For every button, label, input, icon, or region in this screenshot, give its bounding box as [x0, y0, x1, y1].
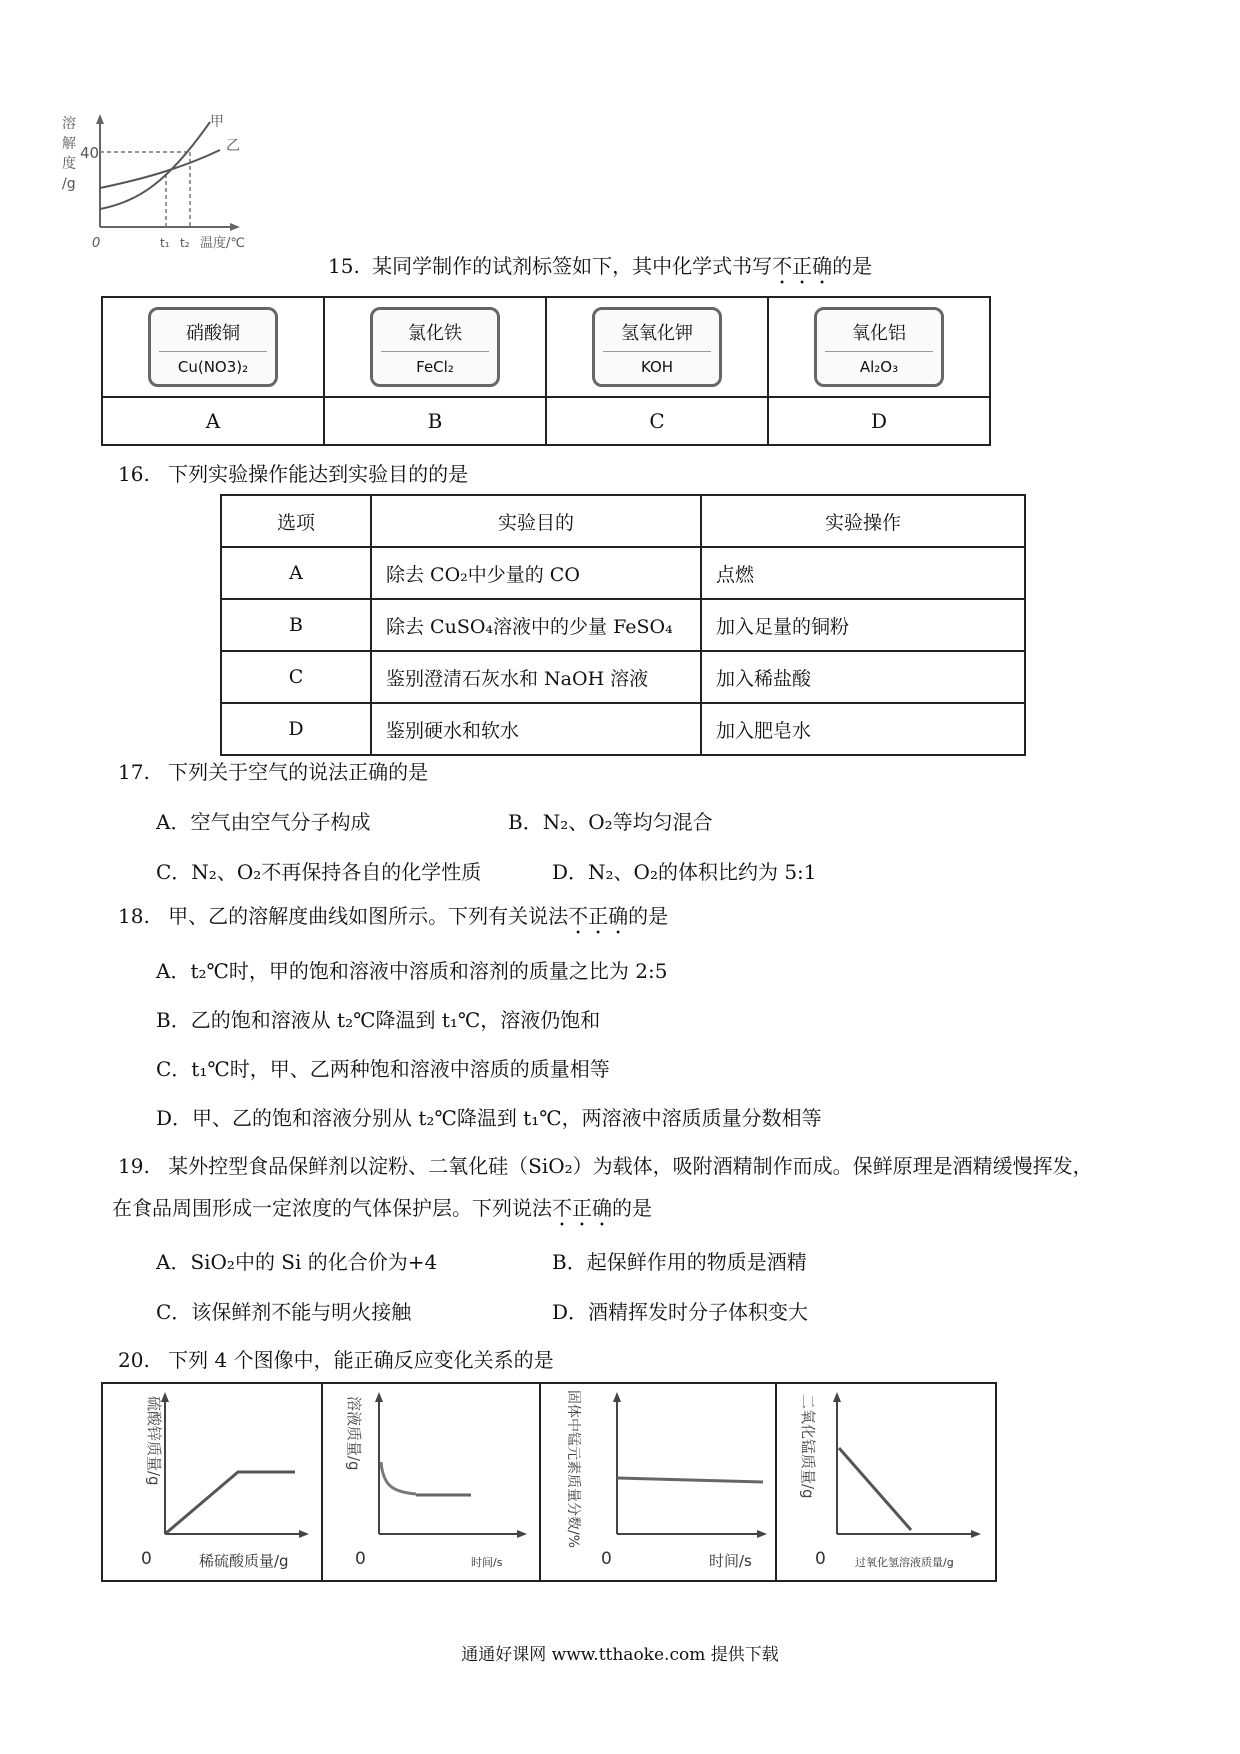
- graph-a: [103, 1384, 323, 1580]
- q19-emph: 不正确: [552, 1196, 612, 1220]
- q15-number: 15.: [328, 254, 360, 278]
- q18-stem: [118, 900, 668, 939]
- solubility-y-label-2: 解: [62, 136, 76, 152]
- graph-d-origin: 0: [815, 1549, 826, 1569]
- q16-stem: [118, 458, 468, 487]
- graph-c-origin: 0: [601, 1549, 612, 1569]
- q16-text: 下列实验操作能达到实验目的的是: [168, 462, 469, 486]
- q19-number: 19.: [118, 1154, 150, 1178]
- graph-a-y-label: 硫酸锌质量/g: [145, 1396, 163, 1486]
- q20-stem: [118, 1344, 554, 1373]
- option-a: A: [102, 397, 324, 445]
- graph-c-y-label: 固体中锰元素质量分数/%: [565, 1390, 581, 1549]
- graph-b-x-label: 时间/s: [471, 1556, 503, 1569]
- graph-c-line: [617, 1478, 763, 1482]
- graph-d-x-label: 过氧化氢溶液质量/g: [855, 1556, 954, 1569]
- table-row: A 除去 CO₂中少量的 CO 点燃: [221, 547, 1025, 599]
- q15-label-table: [101, 296, 991, 446]
- label-d: 氧化铝 Al₂O₃: [814, 307, 944, 387]
- q17-text: 下列关于空气的说法正确的是: [168, 760, 429, 784]
- q18-option-b: B．乙的饱和溶液从 t₂℃降温到 t₁℃，溶液仍饱和: [156, 1008, 601, 1032]
- graph-b: [321, 1384, 541, 1580]
- q17-option-b: B．N₂、O₂等均匀混合: [508, 810, 713, 834]
- footer: 通通好课网 www.tthaoke.com 提供下载: [461, 1645, 779, 1665]
- header-operation: 实验操作: [701, 495, 1025, 547]
- table-row: D 鉴别硬水和软水 加入肥皂水: [221, 703, 1025, 755]
- q15-emph: 不正确: [772, 254, 833, 278]
- label-a: 硝酸铜 Cu(NO3)₂: [148, 307, 278, 387]
- solubility-t1: t₁: [160, 236, 170, 250]
- q18-number: 18.: [118, 904, 150, 928]
- q19-option-d: D．酒精挥发时分子体积变大: [552, 1300, 809, 1324]
- q17-option-c: C．N₂、O₂不再保持各自的化学性质: [156, 860, 482, 884]
- curve-yi: [100, 150, 220, 188]
- option-b: B: [324, 397, 546, 445]
- q19-option-b: B．起保鲜作用的物质是酒精: [552, 1250, 807, 1274]
- q19-line1: 某外控型食品保鲜剂以淀粉、二氧化硅（SiO₂）为载体，吸附酒精制作而成。保鲜原理是酒精缓慢挥发，: [168, 1154, 1093, 1178]
- q20-number: 20.: [118, 1348, 150, 1372]
- label-b: 氯化铁 FeCl₂: [370, 307, 500, 387]
- q18-text-after: 的是: [628, 904, 669, 928]
- q20-text: 下列 4 个图像中，能正确反应变化关系的是: [168, 1348, 554, 1372]
- solubility-x-label: 温度/℃: [200, 236, 245, 251]
- table-row: B 除去 CuSO₄溶液中的少量 FeSO₄ 加入足量的铜粉: [221, 599, 1025, 651]
- q17-option-a: A．空气由空气分子构成: [156, 810, 371, 834]
- q15-stem: [328, 250, 872, 289]
- label-c: 氢氧化钾 KOH: [592, 307, 722, 387]
- q16-table: [220, 494, 1026, 756]
- q19-stem-line2: 在食品周围形成一定浓度的气体保护层。下列说法不正确的是: [112, 1196, 652, 1220]
- q20-graphs: [101, 1382, 997, 1582]
- option-d: D: [768, 397, 990, 445]
- graph-b-y-label: 溶液质量/g: [345, 1396, 363, 1471]
- header-purpose: 实验目的: [371, 495, 701, 547]
- q15-text-after: 的是: [832, 254, 873, 278]
- solubility-y-label-3: 度: [62, 156, 76, 172]
- q19-option-a: A．SiO₂中的 Si 的化合价为+4: [156, 1250, 438, 1274]
- graph-d: [775, 1384, 995, 1580]
- graph-b-curve: [381, 1462, 416, 1494]
- q18-option-d: D．甲、乙的饱和溶液分别从 t₂℃降温到 t₁℃，两溶液中溶质质量分数相等: [156, 1106, 822, 1130]
- q16-number: 16.: [118, 462, 150, 486]
- graph-a-origin: 0: [141, 1549, 152, 1569]
- q19-stem-line1: [118, 1150, 1093, 1179]
- graph-b-origin: 0: [355, 1549, 366, 1569]
- q17-stem: [118, 756, 428, 785]
- solubility-t2: t₂: [180, 236, 190, 250]
- q17-number: 17.: [118, 760, 150, 784]
- curve-jia-label: 甲: [210, 114, 224, 130]
- graph-c-x-label: 时间/s: [709, 1552, 752, 1570]
- solubility-origin: 0: [92, 236, 101, 251]
- solubility-y-tick: 40: [80, 144, 100, 162]
- header-option: 选项: [221, 495, 371, 547]
- q18-option-c: C．t₁℃时，甲、乙两种饱和溶液中溶质的质量相等: [156, 1057, 610, 1081]
- solubility-y-label-1: 溶: [62, 116, 76, 132]
- curve-yi-label: 乙: [226, 138, 240, 154]
- option-c: C: [546, 397, 768, 445]
- solubility-y-label-4: /g: [62, 176, 76, 192]
- q18-option-a: A．t₂℃时，甲的饱和溶液中溶质和溶剂的质量之比为 2:5: [156, 959, 668, 983]
- q18-text: 甲、乙的溶解度曲线如图所示。下列有关说法: [168, 904, 569, 928]
- q17-option-d: D．N₂、O₂的体积比约为 5:1: [552, 860, 817, 884]
- graph-c: [539, 1384, 777, 1580]
- table-row: C 鉴别澄清石灰水和 NaOH 溶液 加入稀盐酸: [221, 651, 1025, 703]
- graph-a-x-label: 稀硫酸质量/g: [199, 1552, 289, 1570]
- graph-d-line: [839, 1448, 911, 1530]
- curve-jia: [100, 122, 210, 209]
- graph-d-y-label: 二氧化锰质量/g: [799, 1394, 817, 1499]
- solubility-figure: [58, 112, 278, 272]
- q15-text: 某同学制作的试剂标签如下，其中化学式书写: [372, 254, 773, 278]
- q18-emph: 不正确: [568, 904, 629, 928]
- graph-a-line: [165, 1472, 295, 1534]
- q19-option-c: C．该保鲜剂不能与明火接触: [156, 1300, 412, 1324]
